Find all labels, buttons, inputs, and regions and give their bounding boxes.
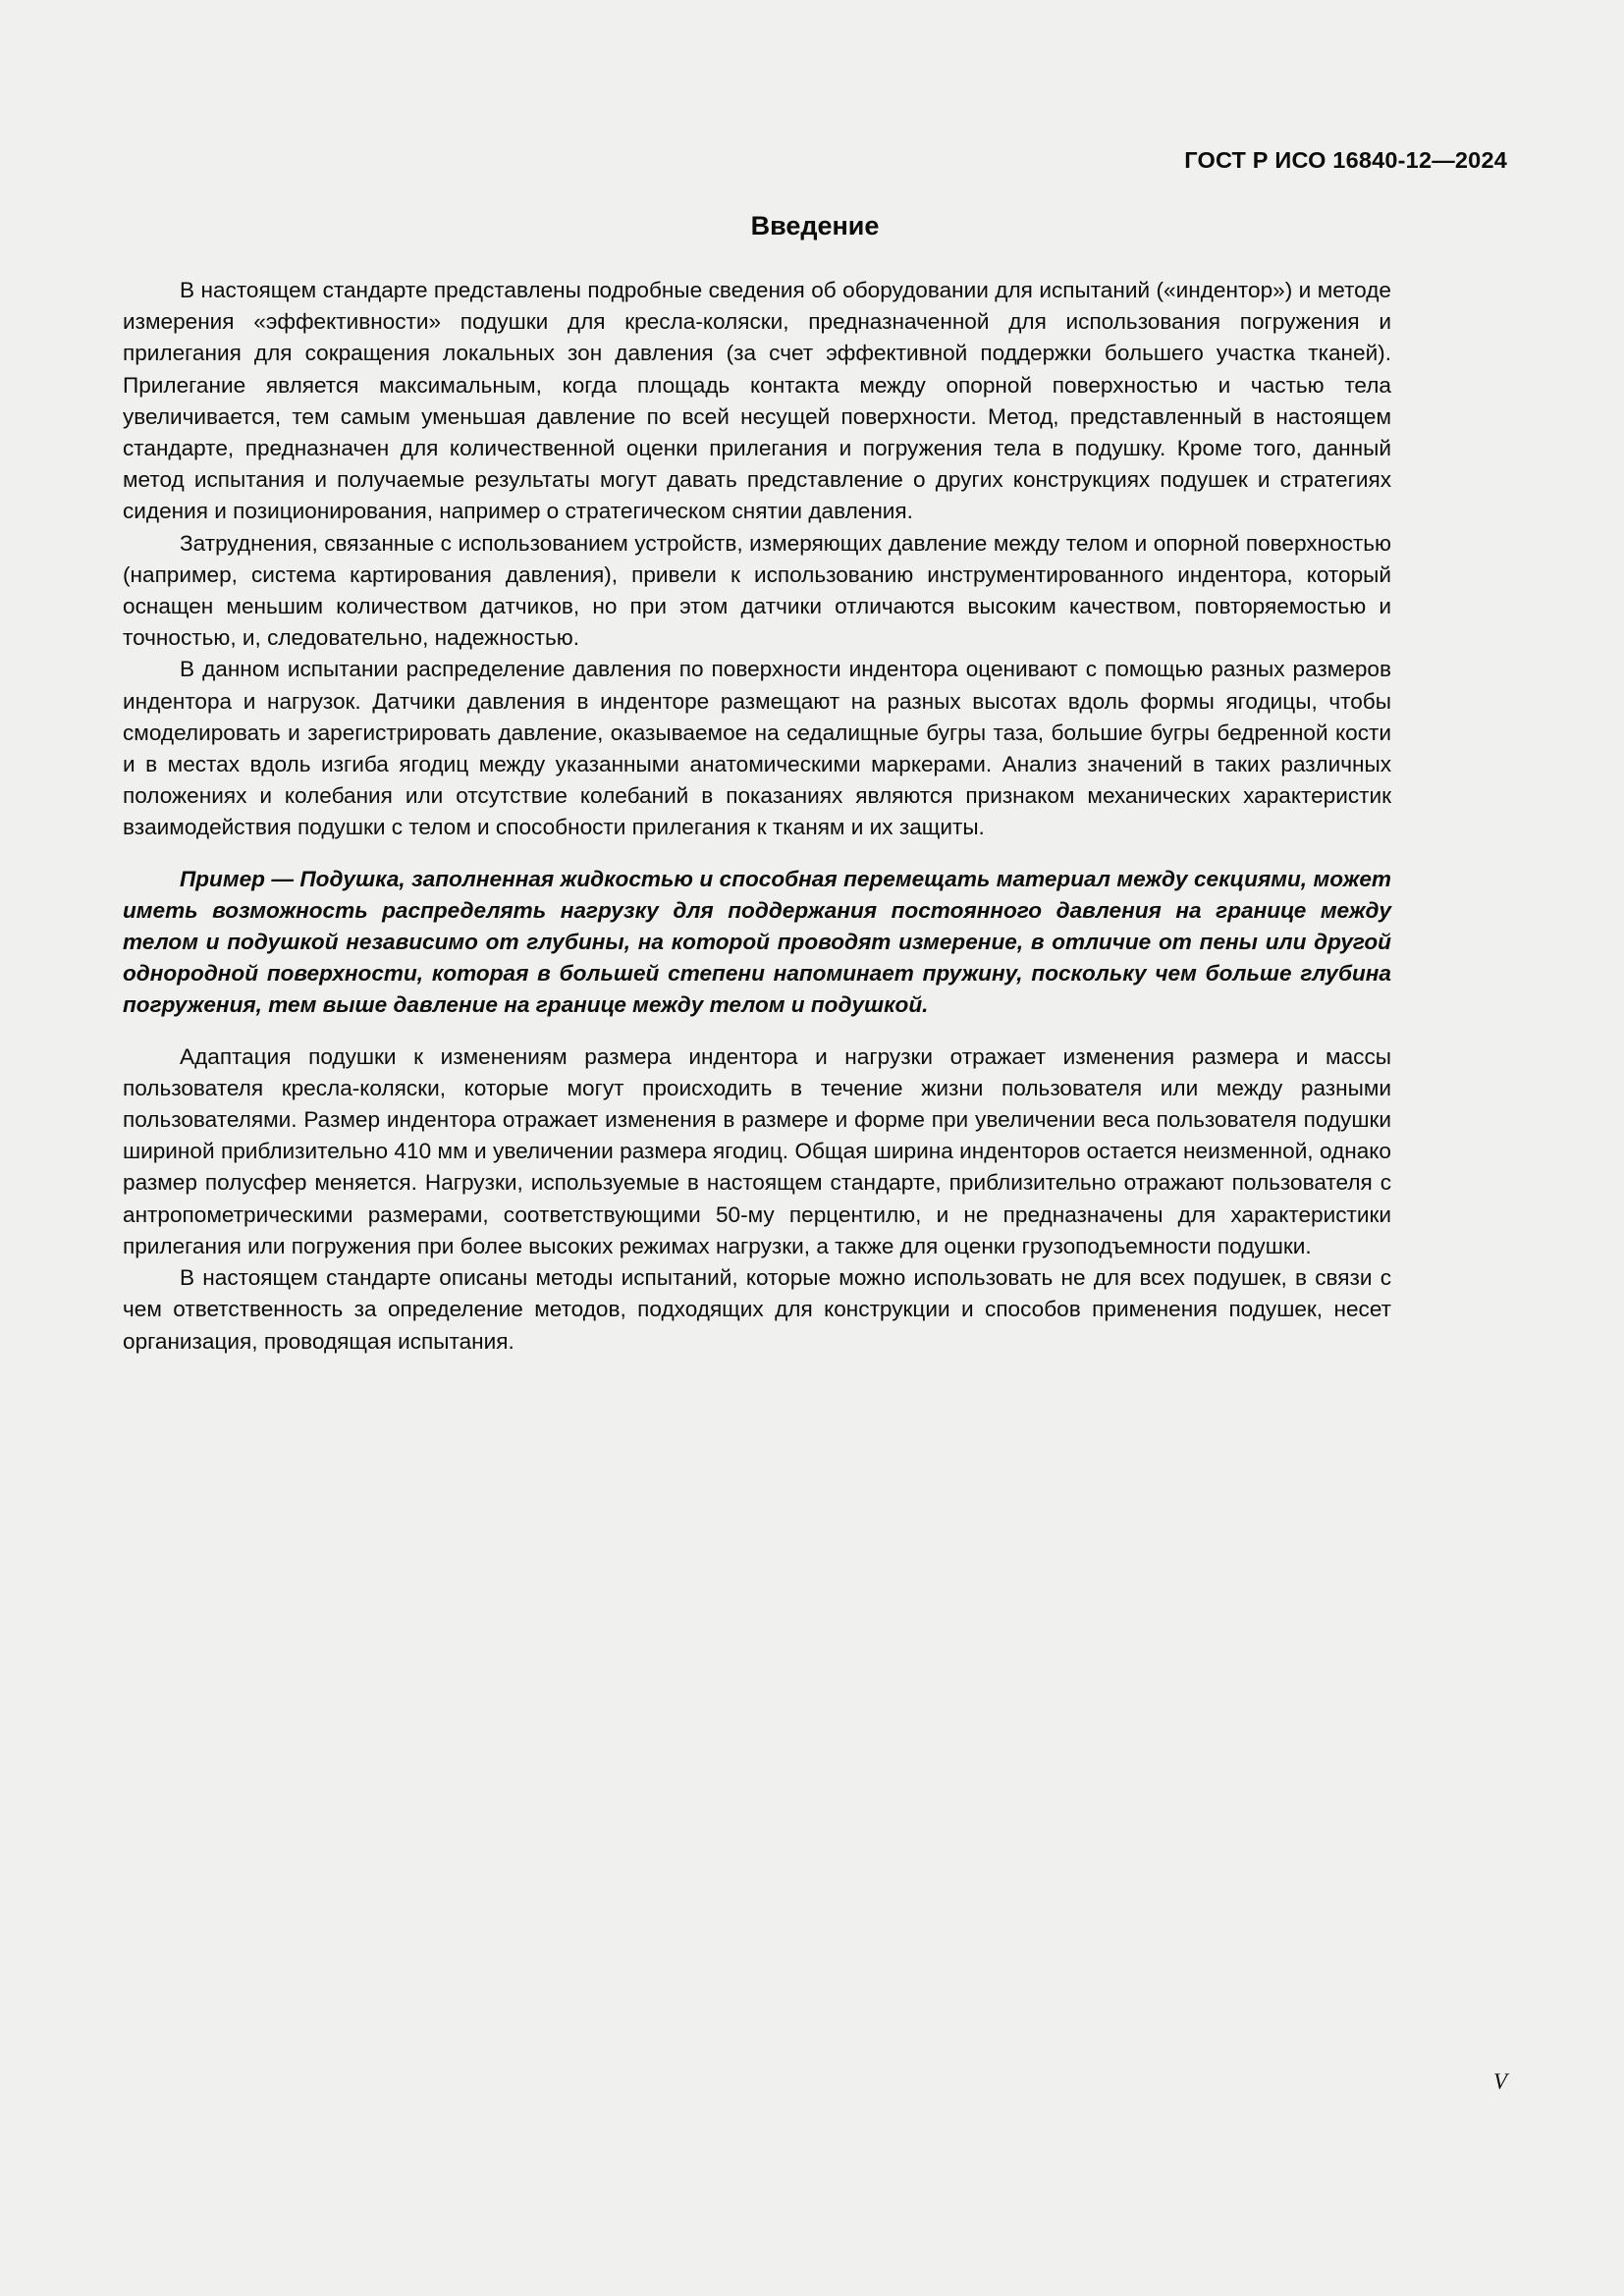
paragraph-5: В настоящем стандарте описаны методы испытаний, которые можно использовать не для всех подушек, в связи с чем ответственность за определение методов, подходящих для конструкции и способов применения подушек, несет организация, проводящая испытания. — [123, 1265, 1391, 1354]
standard-number-header: ГОСТ Р ИСО 16840-12—2024 — [1184, 147, 1507, 173]
paragraph-4: Адаптация подушки к изменениям размера индентора и нагрузки отражает изменения размера и массы пользователя кресла-коляски, которые могут происходить в течение жизни пользователя или между разными пользователями. Размер индентора отражает изменения в размере и форме при увеличении веса пользователя подушки шириной приблизительно 410 мм и увеличении размера ягодиц. Общая ширина инденторов остается неизменной, однако размер полусфер меняется. Нагрузки, используемые в настоящем стандарте, приблизительно отражают пользователя с антропометрическими размерами, соответствующими 50-му перцентилю, и не предназначены для характеристики прилегания или погружения при более высоких режимах нагрузки, а также для оценки грузоподъемности подушки. — [123, 1043, 1391, 1258]
page-content — [123, 0, 1507, 2296]
paragraph-2: Затруднения, связанные с использованием устройств, измеряющих давление между телом и опорной поверхностью (например, система картирования давления), привели к использованию инструментированного индентора, который оснащен меньшим количеством датчиков, но при этом датчики отличаются высоким качеством, повторяемостью и точностью, и, следовательно, надежностью. — [123, 530, 1391, 651]
body-text — [123, 275, 1391, 1358]
page-number: V — [1492, 2069, 1507, 2094]
page-title: Введение — [750, 211, 880, 240]
example-note: Пример — Подушка, заполненная жидкостью и способная перемещать материал между секциями, может иметь возможность распределять нагрузку для поддержания постоянного давления на границе между телом и подушкой независимо от глубины, на которой проводят измерение, в отличие от пены или другой однородной поверхности, которая в большей степени напоминает пружину, поскольку чем больше глубина погружения, тем выше давление на границе между телом и подушкой. — [123, 866, 1391, 1018]
paragraph-1: В настоящем стандарте представлены подробные сведения об оборудовании для испытаний («индентор») и методе измерения «эффективности» подушки для кресла-коляски, предназначенной для использования погружения и прилегания для сокращения локальных зон давления (за счет эффективной поддержки большего участка тканей). Прилегание является максимальным, когда площадь контакта между опорной поверхностью и частью тела увеличивается, тем самым уменьшая давление по всей несущей поверхности. Метод, представленный в настоящем стандарте, предназначен для количественной оценки прилегания и погружения тела в подушку. Кроме того, данный метод испытания и получаемые результаты могут давать представление о других конструкциях подушек и стратегиях сидения и позиционирования, например о стратегическом снятии давления. — [123, 278, 1391, 524]
paragraph-3: В данном испытании распределение давления по поверхности индентора оценивают с помощью разных размеров индентора и нагрузок. Датчики давления в инденторе размещают на разных высотах вдоль формы ягодицы, чтобы смоделировать и зарегистрировать давление, оказываемое на седалищные бугры таза, большие бугры бедренной кости и в местах вдоль изгиба ягодиц между указанными анатомическими маркерами. Анализ значений в таких различных положениях и колебания или отсутствие колебаний в показаниях являются признаком механических характеристик взаимодействия подушки с телом и способности прилегания к тканям и их защиты. — [123, 657, 1391, 840]
